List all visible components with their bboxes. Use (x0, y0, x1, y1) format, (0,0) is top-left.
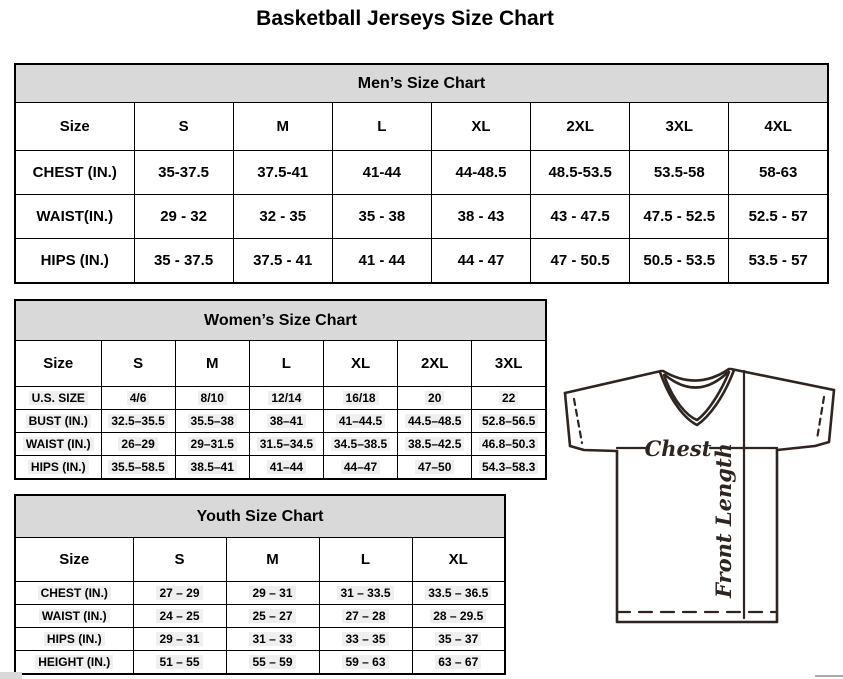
jersey-sleeve-right (777, 390, 834, 450)
size-cell: 27 – 29 (133, 582, 226, 605)
column-header: Size (15, 538, 133, 582)
sleeve-cuff-dash-left (574, 399, 582, 443)
size-cell: 32 - 35 (233, 195, 332, 239)
size-cell: 8/10 (175, 387, 249, 410)
column-header: 4XL (729, 103, 828, 151)
size-cell: 44-48.5 (431, 151, 530, 195)
size-cell: 35-37.5 (134, 151, 233, 195)
column-header: S (134, 103, 233, 151)
column-header: XL (323, 341, 397, 387)
size-cell: 55 – 59 (226, 651, 319, 675)
size-cell: 41 - 44 (332, 239, 431, 284)
page-title: Basketball Jerseys Size Chart (256, 7, 554, 30)
column-header: Size (15, 341, 101, 387)
column-header: 3XL (472, 341, 546, 387)
size-cell: 4/6 (101, 387, 175, 410)
size-cell: 37.5-41 (233, 151, 332, 195)
column-header: M (233, 103, 332, 151)
jersey-sleeve-left (565, 393, 617, 451)
size-cell: 25 – 27 (226, 605, 319, 628)
column-header: S (101, 341, 175, 387)
size-cell: 35 - 38 (332, 195, 431, 239)
size-cell: 47 - 50.5 (531, 239, 630, 284)
column-header: 2XL (531, 103, 630, 151)
partial-element-bottom-left (0, 672, 22, 679)
size-cell: 28 – 29.5 (412, 605, 505, 628)
column-header: S (133, 538, 226, 582)
table-caption: Men’s Size Chart (15, 64, 828, 103)
size-cell: 24 – 25 (133, 605, 226, 628)
size-cell: 35 - 37.5 (134, 239, 233, 284)
size-cell: 22 (472, 387, 546, 410)
row-label: CHEST (IN.) (15, 582, 133, 605)
size-cell: 29 – 31 (226, 582, 319, 605)
column-header: XL (412, 538, 505, 582)
size-cell: 47.5 - 52.5 (630, 195, 729, 239)
row-label: WAIST (IN.) (15, 433, 101, 456)
front-length-label: Front Length (711, 443, 736, 598)
size-cell: 34.5–38.5 (323, 433, 397, 456)
chest-label: Chest (644, 436, 712, 461)
size-cell: 35.5–38 (175, 410, 249, 433)
table-caption: Youth Size Chart (15, 495, 505, 538)
size-cell: 52.8–56.5 (472, 410, 546, 433)
size-cell: 54.3–58.3 (472, 456, 546, 480)
size-cell: 44.5–48.5 (398, 410, 472, 433)
size-cell: 59 – 63 (319, 651, 412, 675)
sleeve-cuff-dash-right (817, 397, 824, 439)
size-cell: 63 – 67 (412, 651, 505, 675)
size-cell: 43 - 47.5 (531, 195, 630, 239)
size-cell: 32.5–35.5 (101, 410, 175, 433)
jersey-shoulder-left (565, 371, 661, 393)
size-cell: 33 – 35 (319, 628, 412, 651)
size-cell: 29–31.5 (175, 433, 249, 456)
size-cell: 26–29 (101, 433, 175, 456)
size-cell: 31 – 33.5 (319, 582, 412, 605)
size-cell: 41–44.5 (323, 410, 397, 433)
size-cell: 44 - 47 (431, 239, 530, 284)
column-header: 3XL (630, 103, 729, 151)
size-cell: 35.5–58.5 (101, 456, 175, 480)
row-label: WAIST (IN.) (15, 605, 133, 628)
jersey-diagram (558, 357, 840, 625)
size-cell: 31.5–34.5 (249, 433, 323, 456)
column-header: L (332, 103, 431, 151)
size-cell: 50.5 - 53.5 (630, 239, 729, 284)
size-cell: 29 – 31 (133, 628, 226, 651)
partial-element-bottom-right (815, 675, 843, 677)
row-label: WAIST(IN.) (15, 195, 134, 239)
size-cell: 47–50 (398, 456, 472, 480)
size-cell: 44–47 (323, 456, 397, 480)
size-cell: 31 – 33 (226, 628, 319, 651)
column-header: M (175, 341, 249, 387)
mens-size-chart-table (14, 63, 829, 284)
size-cell: 12/14 (249, 387, 323, 410)
row-label: CHEST (IN.) (15, 151, 134, 195)
row-label: BUST (IN.) (15, 410, 101, 433)
size-cell: 20 (398, 387, 472, 410)
womens-size-chart-table (14, 299, 547, 480)
size-cell: 48.5-53.5 (531, 151, 630, 195)
row-label: HIPS (IN.) (15, 456, 101, 480)
row-label: HEIGHT (IN.) (15, 651, 133, 675)
column-header: L (319, 538, 412, 582)
column-header: 2XL (398, 341, 472, 387)
size-cell: 38 - 43 (431, 195, 530, 239)
column-header: L (249, 341, 323, 387)
size-cell: 53.5 - 57 (729, 239, 828, 284)
size-cell: 41–44 (249, 456, 323, 480)
size-cell: 29 - 32 (134, 195, 233, 239)
size-cell: 46.8–50.3 (472, 433, 546, 456)
size-cell: 33.5 – 36.5 (412, 582, 505, 605)
table-caption: Women’s Size Chart (15, 300, 546, 341)
size-cell: 52.5 - 57 (729, 195, 828, 239)
size-cell: 53.5-58 (630, 151, 729, 195)
column-header: M (226, 538, 319, 582)
size-cell: 38.5–42.5 (398, 433, 472, 456)
jersey-body-outline (617, 450, 777, 622)
size-cell: 27 – 28 (319, 605, 412, 628)
size-cell: 16/18 (323, 387, 397, 410)
row-label: HIPS (IN.) (15, 628, 133, 651)
size-cell: 38–41 (249, 410, 323, 433)
youth-size-chart-table (14, 494, 506, 675)
size-cell: 58-63 (729, 151, 828, 195)
row-label: HIPS (IN.) (15, 239, 134, 284)
column-header: XL (431, 103, 530, 151)
size-cell: 35 – 37 (412, 628, 505, 651)
column-header: Size (15, 103, 134, 151)
jersey-shoulder-right (731, 369, 834, 390)
size-cell: 41-44 (332, 151, 431, 195)
size-cell: 37.5 - 41 (233, 239, 332, 284)
size-cell: 38.5–41 (175, 456, 249, 480)
size-cell: 51 – 55 (133, 651, 226, 675)
row-label: U.S. SIZE (15, 387, 101, 410)
